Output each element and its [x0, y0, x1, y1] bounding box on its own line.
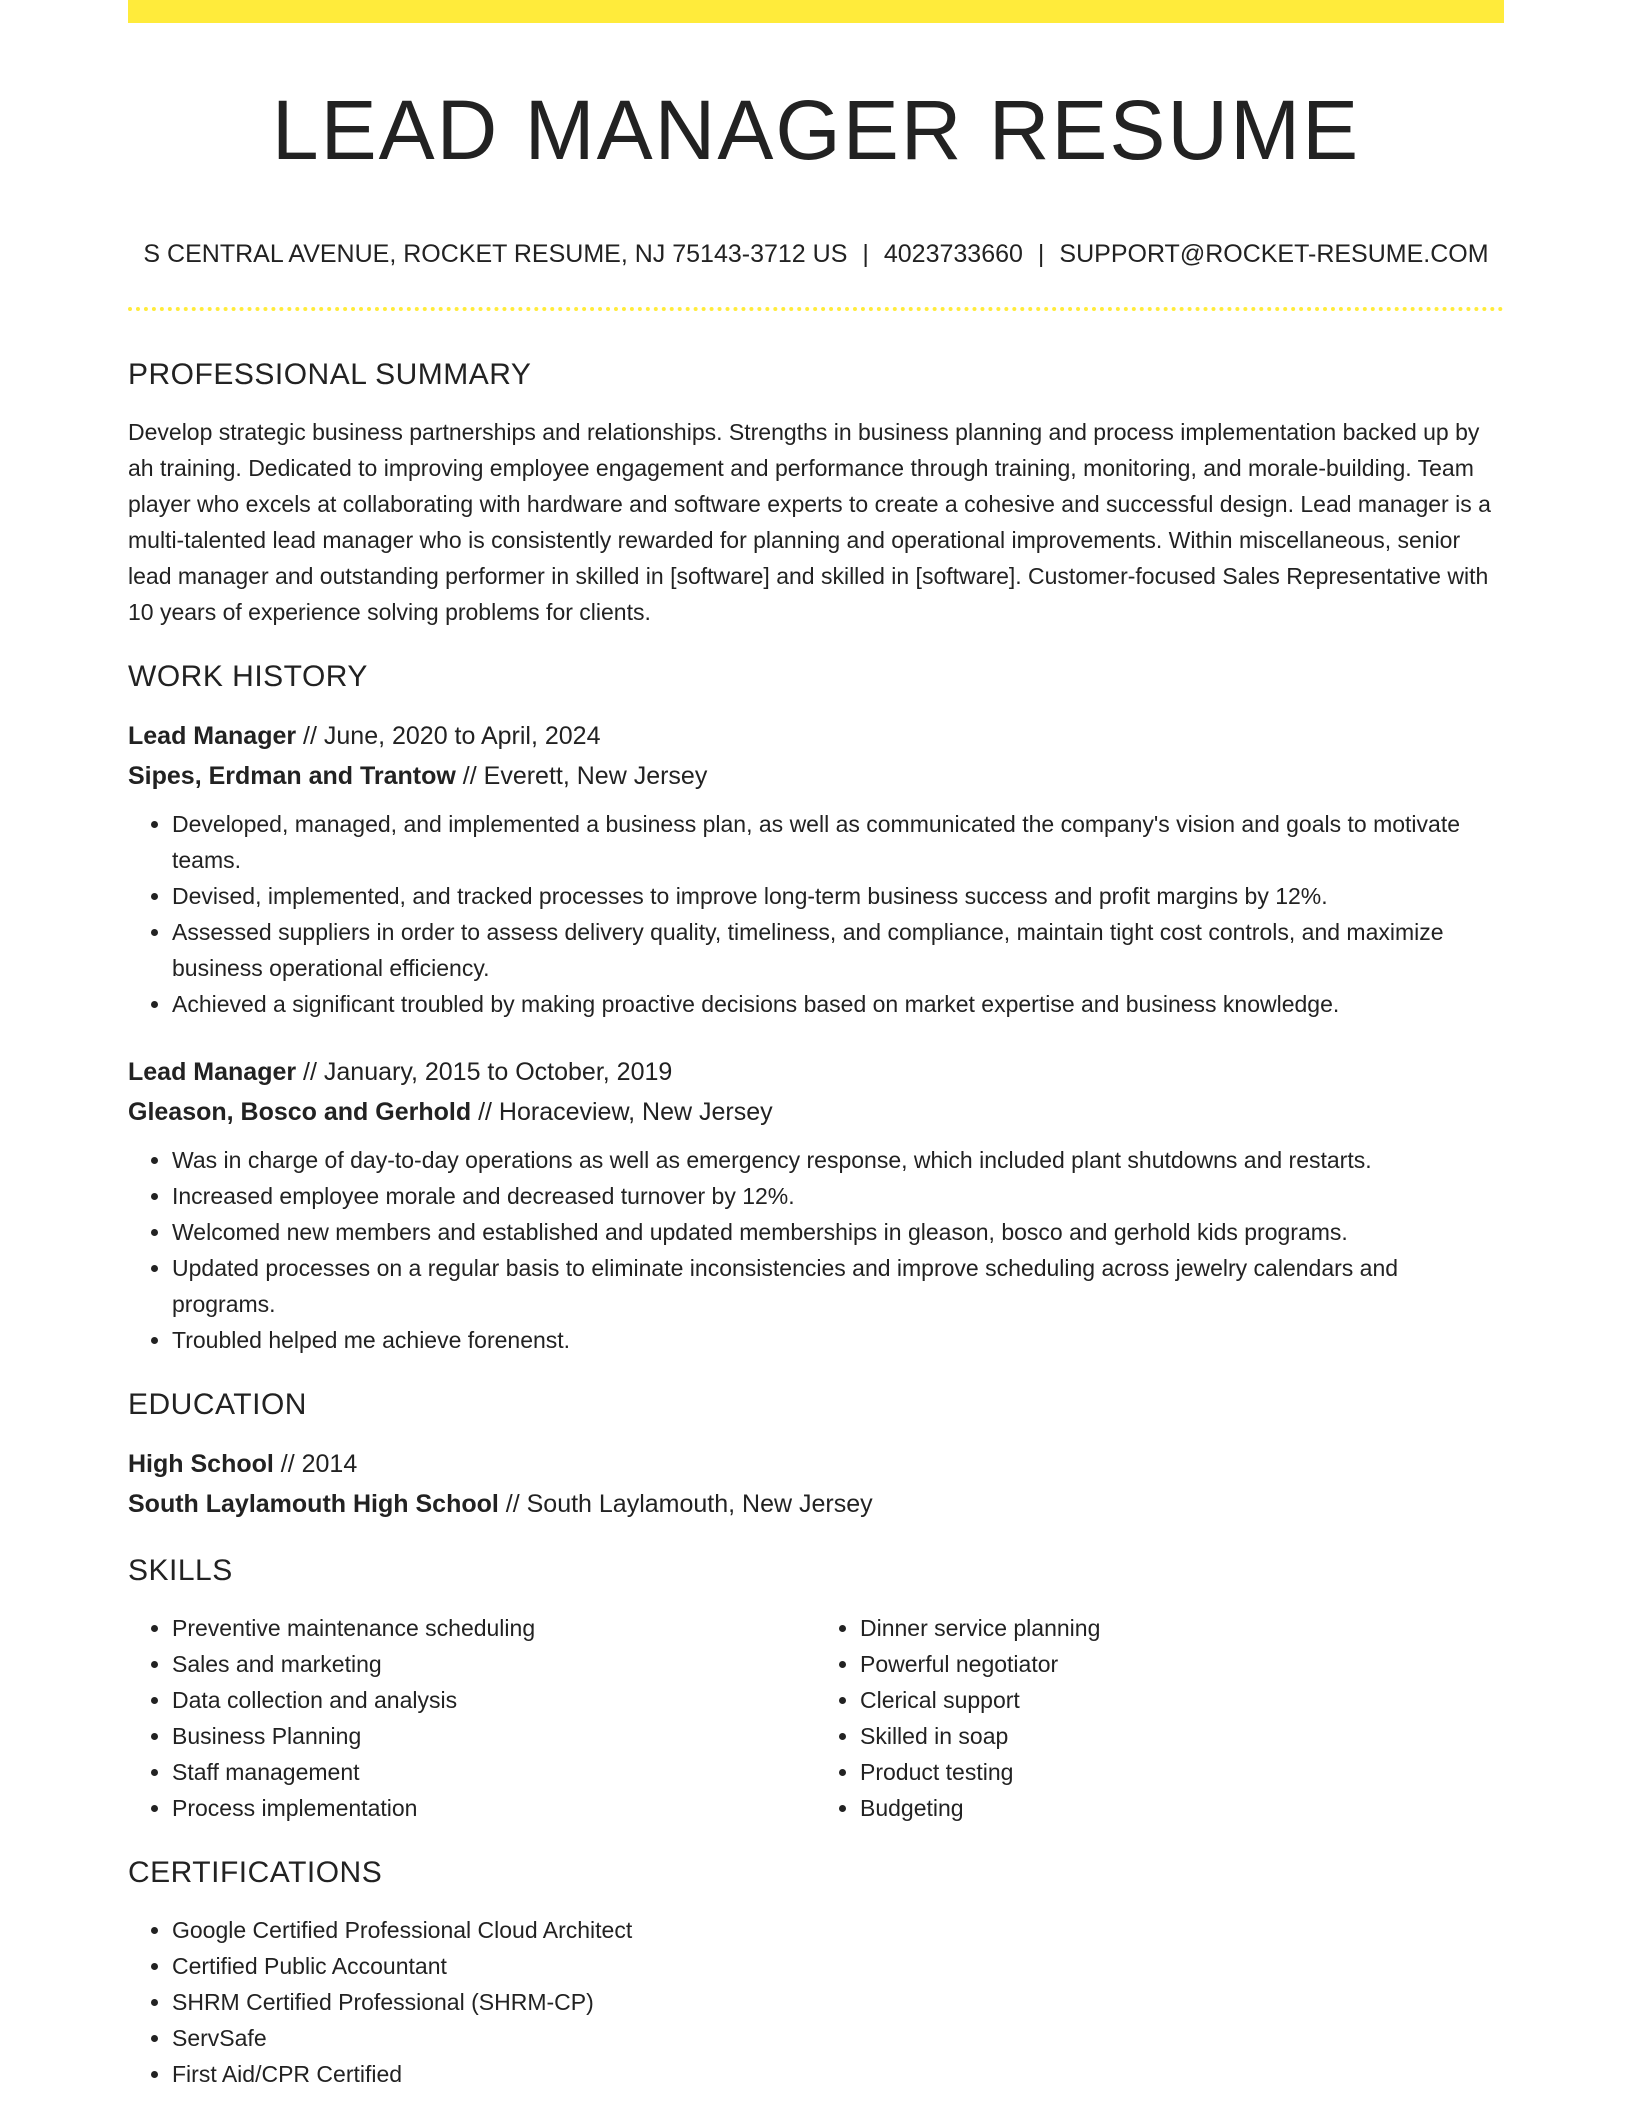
list-item: • Staff management: [172, 1754, 816, 1790]
job-dates: // June, 2020 to April, 2024: [296, 722, 601, 750]
education-school-line: [128, 1484, 1504, 1524]
education-location: // South Laylamouth, New Jersey: [498, 1490, 873, 1518]
job-company-line: [128, 756, 1504, 796]
separator: |: [1037, 240, 1045, 268]
section-heading-summary: PROFESSIONAL SUMMARY: [128, 358, 532, 391]
job-title-line: [128, 1052, 1504, 1092]
list-item: • Devised, implemented, and tracked processes to improve long-term business success and profit margins by 12%.: [172, 878, 1504, 914]
list-item: • Developed, managed, and implemented a business plan, as well as communicated the company's vision and goals to motivate teams.: [172, 806, 1504, 878]
list-item: • Troubled helped me achieve forenenst.: [172, 1322, 1504, 1358]
email: SUPPORT@ROCKET-RESUME.COM: [1059, 240, 1489, 268]
list-item: • Budgeting: [860, 1790, 1504, 1826]
summary-text: Develop strategic business partnerships and relationships. Strengths in business planning and process implementation backed up by ah training. Dedicated to improving employee engagement and performance through training, monitoring, and morale-building. Team player who excels at collaborating with hardware and software experts to create a cohesive and successful design. Lead manager is a multi-talented lead manager who is consistently rewarded for planning and operational improvements. Within miscellaneous, senior lead manager and outstanding performer in skilled in [software] and skilled in [software]. Customer-focused Sales Representative with 10 years of experience solving problems for clients.: [128, 419, 1491, 625]
phone: 4023733660: [883, 240, 1023, 268]
list-item: • Powerful negotiator: [860, 1646, 1504, 1682]
education-degree-line: [128, 1444, 1504, 1484]
certifications-list: [128, 1912, 1504, 2092]
list-item: • Preventive maintenance scheduling: [172, 1610, 816, 1646]
job-bullets: [128, 1142, 1504, 1358]
address: S CENTRAL AVENUE, ROCKET RESUME, NJ 75143-3712 US: [143, 240, 848, 268]
list-item: • First Aid/CPR Certified: [172, 2056, 1504, 2092]
section-heading-work: WORK HISTORY: [128, 660, 368, 693]
separator: |: [862, 240, 869, 268]
list-item: • Data collection and analysis: [172, 1682, 816, 1718]
education-section: [128, 1384, 1504, 1524]
education-year: // 2014: [273, 1450, 358, 1478]
list-item: • Increased employee morale and decreased turnover by 12%.: [172, 1178, 1504, 1214]
education-degree: High School: [128, 1450, 274, 1478]
list-item: • Was in charge of day-to-day operations as well as emergency response, which included plant shutdowns and restarts.: [172, 1142, 1504, 1178]
list-item: • Skilled in soap: [860, 1718, 1504, 1754]
accent-bar: [128, 0, 1504, 23]
job-bullets: [128, 806, 1504, 1022]
list-item: • Achieved a significant troubled by making proactive decisions based on market expertise and business knowledge.: [172, 986, 1504, 1022]
job-entry: [128, 716, 1504, 1022]
list-item: • Clerical support: [860, 1682, 1504, 1718]
certifications-section: [128, 1852, 1504, 2092]
job-company: Sipes, Erdman and Trantow: [128, 762, 456, 790]
list-item: • SHRM Certified Professional (SHRM-CP): [172, 1984, 1504, 2020]
list-item: • ServSafe: [172, 2020, 1504, 2056]
job-location: // Horaceview, New Jersey: [471, 1098, 773, 1126]
education-school: South Laylamouth High School: [128, 1490, 499, 1518]
list-item: • Updated processes on a regular basis to eliminate inconsistencies and improve scheduling across jewelry calendars and programs.: [172, 1250, 1504, 1322]
job-location: // Everett, New Jersey: [455, 762, 708, 790]
job-title: Lead Manager: [128, 722, 297, 750]
resume-title: LEAD MANAGER RESUME: [271, 83, 1361, 177]
work-history-section: [128, 656, 1504, 1358]
list-item: • Certified Public Accountant: [172, 1948, 1504, 1984]
list-item: • Dinner service planning: [860, 1610, 1504, 1646]
section-heading-certifications: CERTIFICATIONS: [128, 1856, 383, 1889]
section-heading-education: EDUCATION: [128, 1388, 307, 1421]
contact-line: [128, 236, 1504, 272]
resume-body: [128, 354, 1504, 2092]
job-company-line: [128, 1092, 1504, 1132]
list-item: • Product testing: [860, 1754, 1504, 1790]
list-item: • Sales and marketing: [172, 1646, 816, 1682]
section-heading-skills: SKILLS: [128, 1554, 233, 1587]
job-title-line: [128, 716, 1504, 756]
skills-list-left: [128, 1610, 816, 1826]
list-item: • Business Planning: [172, 1718, 816, 1754]
job-dates: // January, 2015 to October, 2019: [296, 1058, 673, 1086]
list-item: • Assessed suppliers in order to assess delivery quality, timeliness, and compliance, maintain tight cost controls, and maximize business operational efficiency.: [172, 914, 1504, 986]
summary-section: [128, 354, 1504, 630]
skills-section: [128, 1550, 1504, 1826]
list-item: • Process implementation: [172, 1790, 816, 1826]
job-entry: [128, 1052, 1504, 1358]
dotted-divider: [128, 307, 1504, 311]
job-company: Gleason, Bosco and Gerhold: [128, 1098, 472, 1126]
list-item: • Google Certified Professional Cloud Architect: [172, 1912, 1504, 1948]
job-title: Lead Manager: [128, 1058, 297, 1086]
list-item: • Welcomed new members and established and updated memberships in gleason, bosco and gerhold kids programs.: [172, 1214, 1504, 1250]
skills-columns: [128, 1610, 1504, 1826]
skills-list-right: [816, 1610, 1504, 1826]
